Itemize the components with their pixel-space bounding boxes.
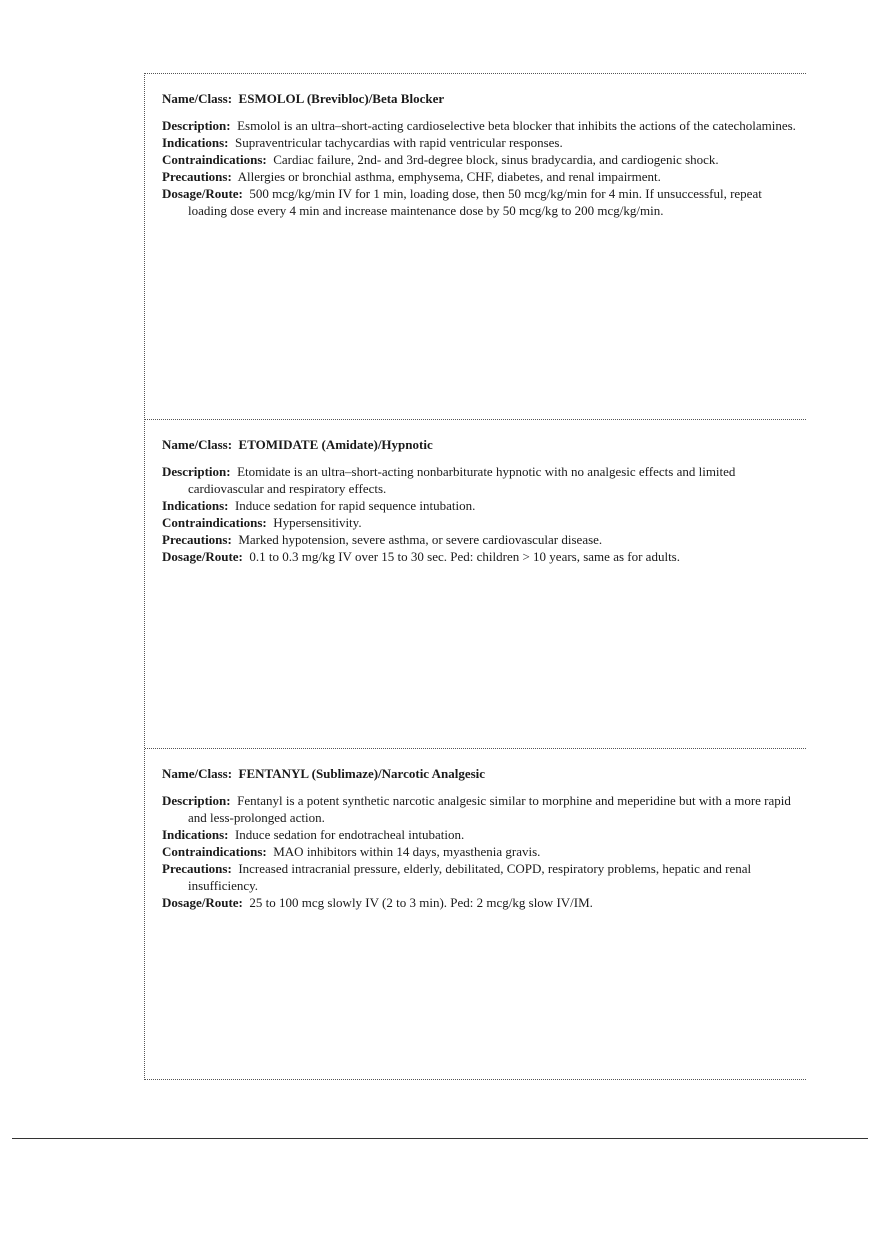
dosage-route-label: Dosage/Route: bbox=[162, 895, 243, 910]
indications-label: Indications: bbox=[162, 827, 229, 842]
description-label: Description: bbox=[162, 464, 231, 479]
dosage-route-text: 0.1 to 0.3 mg/kg IV over 15 to 30 sec. Ped: children > 10 years, same as for adults. bbox=[249, 549, 680, 564]
drug-card-sheet bbox=[144, 73, 806, 1080]
name-class-label: Name/Class: bbox=[162, 766, 233, 781]
name-class-label: Name/Class: bbox=[162, 91, 233, 106]
indications-label: Indications: bbox=[162, 498, 229, 513]
description-entry bbox=[162, 117, 796, 134]
description-text: Etomidate is an ultra–short-acting nonbarbiturate hypnotic with no analgesic effects and limited cardiovascular and respiratory effects. bbox=[188, 464, 736, 496]
dosage-route-text: 25 to 100 mcg slowly IV (2 to 3 min). Ped: 2 mcg/kg slow IV/IM. bbox=[249, 895, 593, 910]
drug-card-fentanyl bbox=[145, 749, 806, 1080]
dosage-route-entry bbox=[162, 548, 796, 565]
page-bottom-rule bbox=[12, 1138, 868, 1139]
drug-name: ETOMIDATE (Amidate)/Hypnotic bbox=[238, 437, 433, 452]
precautions-label: Precautions: bbox=[162, 169, 232, 184]
drug-card-etomidate bbox=[145, 420, 806, 749]
drug-name: FENTANYL (Sublimaze)/Narcotic Analgesic bbox=[238, 766, 486, 781]
dosage-route-text: 500 mcg/kg/min IV for 1 min, loading dose, then 50 mcg/kg/min for 4 min. If unsuccessful, repeat loading dose every 4 min and increase maintenance dose by 50 mcg/kg to 200 mcg/kg/min. bbox=[188, 186, 762, 218]
precautions-entry bbox=[162, 860, 796, 894]
precautions-label: Precautions: bbox=[162, 532, 232, 547]
description-label: Description: bbox=[162, 793, 231, 808]
contraindications-text: Cardiac failure, 2nd- and 3rd-degree block, sinus bradycardia, and cardiogenic shock. bbox=[273, 152, 719, 167]
name-class-label: Name/Class: bbox=[162, 437, 233, 452]
description-text: Esmolol is an ultra–short-acting cardioselective beta blocker that inhibits the actions of the catecholamines. bbox=[237, 118, 796, 133]
description-label: Description: bbox=[162, 118, 231, 133]
description-text: Fentanyl is a potent synthetic narcotic analgesic similar to morphine and meperidine but with a more rapid and less-prolonged action. bbox=[188, 793, 791, 825]
drug-card-esmolol bbox=[145, 74, 806, 420]
description-entry bbox=[162, 792, 796, 826]
indications-text: Induce sedation for rapid sequence intubation. bbox=[234, 498, 476, 513]
precautions-entry bbox=[162, 168, 796, 185]
contraindications-text: MAO inhibitors within 14 days, myasthenia gravis. bbox=[273, 844, 541, 859]
precautions-text: Increased intracranial pressure, elderly, debilitated, COPD, respiratory problems, hepatic and renal insufficiency. bbox=[188, 861, 752, 893]
description-entry bbox=[162, 463, 796, 497]
dosage-route-entry bbox=[162, 185, 796, 219]
card-title bbox=[162, 766, 796, 782]
indications-entry bbox=[162, 826, 796, 843]
contraindications-label: Contraindications: bbox=[162, 844, 267, 859]
indications-entry bbox=[162, 134, 796, 151]
indications-entry bbox=[162, 497, 796, 514]
precautions-text: Marked hypotension, severe asthma, or severe cardiovascular disease. bbox=[238, 532, 603, 547]
dosage-route-label: Dosage/Route: bbox=[162, 186, 243, 201]
contraindications-label: Contraindications: bbox=[162, 152, 267, 167]
indications-text: Induce sedation for endotracheal intubation. bbox=[234, 827, 465, 842]
drug-name: ESMOLOL (Brevibloc)/Beta Blocker bbox=[238, 91, 445, 106]
card-title bbox=[162, 91, 796, 107]
contraindications-text: Hypersensitivity. bbox=[273, 515, 362, 530]
indications-text: Supraventricular tachycardias with rapid ventricular responses. bbox=[234, 135, 563, 150]
contraindications-entry bbox=[162, 514, 796, 531]
card-title bbox=[162, 437, 796, 453]
precautions-entry bbox=[162, 531, 796, 548]
contraindications-label: Contraindications: bbox=[162, 515, 267, 530]
dosage-route-entry bbox=[162, 894, 796, 911]
precautions-label: Precautions: bbox=[162, 861, 232, 876]
indications-label: Indications: bbox=[162, 135, 229, 150]
dosage-route-label: Dosage/Route: bbox=[162, 549, 243, 564]
contraindications-entry bbox=[162, 151, 796, 168]
precautions-text: Allergies or bronchial asthma, emphysema, CHF, diabetes, and renal impairment. bbox=[237, 169, 661, 184]
contraindications-entry bbox=[162, 843, 796, 860]
